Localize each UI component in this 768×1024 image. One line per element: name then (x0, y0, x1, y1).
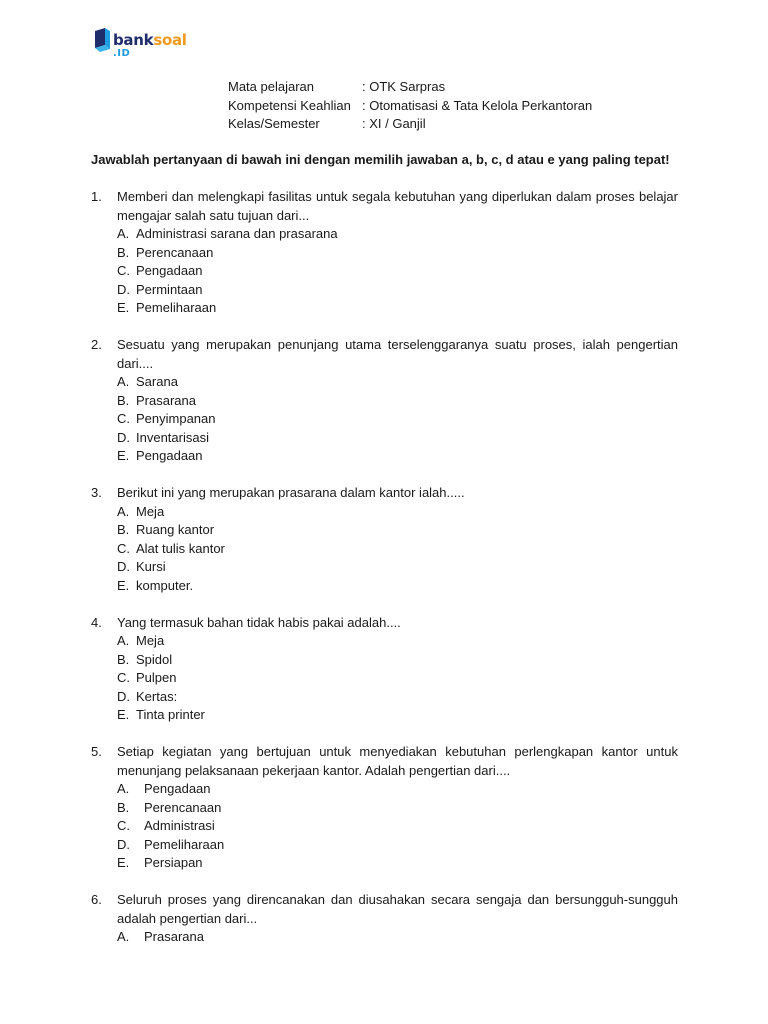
option-item (117, 632, 678, 651)
option-item (117, 262, 678, 281)
meta-row-subject (228, 78, 592, 97)
option-letter: C. (117, 818, 130, 833)
option-letter: B. (117, 392, 130, 408)
option-letter: A. (117, 929, 130, 944)
option-item (117, 244, 678, 263)
meta-value: : XI / Ganjil (362, 116, 426, 131)
option-item (117, 799, 678, 818)
option-list (117, 780, 678, 873)
option-text: komputer. (136, 577, 194, 593)
option-item (117, 928, 678, 947)
option-item (117, 688, 678, 707)
meta-row-class (228, 115, 592, 134)
option-text: Pengadaan (144, 781, 211, 796)
option-letter: E. (117, 855, 130, 870)
option-text: Meja (136, 503, 165, 519)
meta-label: Kompetensi Keahlian (228, 97, 351, 113)
option-letter: D. (117, 281, 130, 297)
option-item (117, 281, 678, 300)
option-text: Kursi (136, 559, 166, 574)
option-item (117, 577, 678, 596)
option-letter: B. (117, 522, 130, 537)
question-text: Berikut ini yang merupakan prasarana dalam kantor ialah..... (117, 485, 465, 500)
question-5 (91, 743, 678, 873)
question-number: 3. (91, 485, 102, 500)
option-letter: A. (117, 374, 130, 389)
option-letter: B. (117, 651, 130, 667)
option-item (117, 373, 678, 392)
option-text: Perencanaan (136, 244, 214, 260)
option-text: Sarana (136, 374, 178, 389)
option-item (117, 447, 678, 466)
option-item (117, 540, 678, 559)
question-6 (91, 891, 678, 947)
option-text: Pengadaan (136, 263, 203, 278)
option-list (117, 373, 678, 466)
option-letter: B. (117, 799, 130, 815)
option-item (117, 225, 678, 244)
option-letter: C. (117, 263, 130, 278)
option-letter: E. (117, 300, 130, 315)
option-letter: D. (117, 559, 130, 574)
option-item (117, 669, 678, 688)
question-text: Memberi dan melengkapi fasilitas untuk segala kebutuhan yang diperlukan dalam proses belajar mengajar salah satu tujuan dari... (117, 189, 678, 223)
option-text: Ruang kantor (136, 522, 215, 537)
option-item (117, 817, 678, 836)
option-text: Pengadaan (136, 448, 203, 463)
question-1 (91, 188, 678, 318)
option-text: Pemeliharaan (144, 836, 225, 852)
question-list (91, 188, 678, 965)
option-item (117, 392, 678, 411)
option-list (117, 503, 678, 596)
option-letter: D. (117, 429, 130, 445)
option-text: Tinta printer (136, 707, 205, 722)
meta-value: : OTK Sarpras (362, 79, 446, 94)
option-list (117, 928, 678, 947)
option-letter: A. (117, 781, 130, 796)
option-text: Prasarana (144, 929, 204, 944)
option-item (117, 429, 678, 448)
option-letter: C. (117, 670, 130, 685)
option-text: Persiapan (144, 855, 203, 870)
option-text: Inventarisasi (136, 429, 209, 445)
option-text: Meja (136, 633, 165, 648)
option-item (117, 706, 678, 725)
meta-row-competency (228, 97, 592, 116)
option-item (117, 780, 678, 799)
option-item (117, 521, 678, 540)
meta-label: Mata pelajaran (228, 79, 314, 94)
option-text: Kertas: (136, 688, 178, 704)
option-item (117, 854, 678, 873)
option-text: Pemeliharaan (136, 300, 217, 315)
instruction-text: Jawablah pertanyaan di bawah ini dengan memilih jawaban a, b, c, d atau e yang paling tepat! (91, 152, 670, 167)
option-text: Spidol (136, 651, 173, 667)
question-3 (91, 484, 678, 595)
option-text: Pulpen (136, 670, 177, 685)
option-letter: C. (117, 540, 130, 556)
question-number: 1. (91, 189, 102, 204)
option-letter: A. (117, 503, 130, 519)
meta-value: : Otomatisasi & Tata Kelola Perkantoran (362, 97, 593, 113)
logo-mark-icon (93, 27, 111, 53)
option-letter: A. (117, 226, 130, 241)
logo-word-bank: bank (113, 30, 154, 49)
question-number: 6. (91, 892, 102, 907)
question-number: 4. (91, 614, 102, 630)
question-text: Yang termasuk bahan tidak habis pakai adalah.... (117, 614, 401, 630)
option-letter: E. (117, 707, 130, 722)
logo-word-soal: soal (153, 30, 187, 49)
logo-text (113, 30, 187, 59)
option-item (117, 558, 678, 577)
question-text: Setiap kegiatan yang bertujuan untuk menyediakan kebutuhan perlengkapan kantor untuk menunjang pelaksanaan pekerjaan kantor. Adalah pengertian dari.... (117, 744, 678, 778)
option-letter: D. (117, 836, 130, 852)
option-letter: B. (117, 244, 130, 260)
option-text: Perencanaan (144, 799, 222, 815)
option-letter: E. (117, 577, 130, 593)
option-letter: E. (117, 448, 130, 463)
banksoal-logo (93, 25, 187, 59)
option-letter: A. (117, 633, 130, 648)
option-item (117, 299, 678, 318)
option-text: Administrasi (144, 818, 215, 833)
question-text: Seluruh proses yang direncanakan dan diusahakan secara sengaja dan bersungguh-sungguh adalah pengertian dari... (117, 892, 678, 926)
question-4 (91, 614, 678, 725)
question-number: 2. (91, 337, 102, 352)
option-item (117, 651, 678, 670)
option-letter: C. (117, 411, 130, 426)
option-item (117, 836, 678, 855)
option-text: Penyimpanan (136, 411, 216, 426)
option-item (117, 410, 678, 429)
option-text: Alat tulis kantor (136, 540, 225, 556)
option-text: Permintaan (136, 281, 203, 297)
option-list (117, 225, 678, 318)
option-text: Prasarana (136, 392, 196, 408)
option-item (117, 503, 678, 522)
document-meta (228, 78, 592, 134)
question-2 (91, 336, 678, 466)
question-text: Sesuatu yang merupakan penunjang utama terselenggaranya suatu proses, ialah pengertian dari.... (117, 337, 678, 371)
option-letter: D. (117, 688, 130, 704)
option-list (117, 632, 678, 725)
option-text: Administrasi sarana dan prasarana (136, 226, 338, 241)
meta-label: Kelas/Semester (228, 116, 320, 131)
question-number: 5. (91, 744, 102, 759)
logo-suffix: .ID (113, 47, 131, 59)
